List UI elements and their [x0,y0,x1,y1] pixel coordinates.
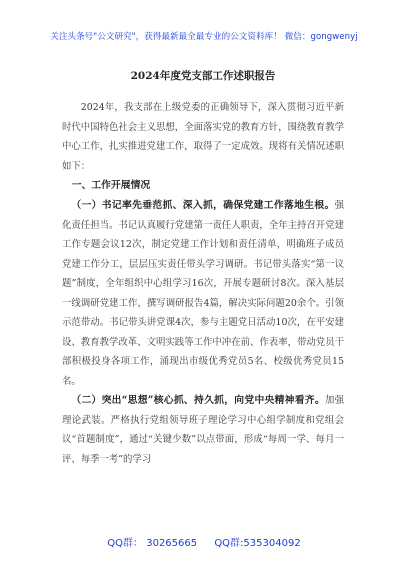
subsection-2 [62,391,344,469]
qq-group-1: QQ群： 30265665 [107,538,198,549]
section-heading-work: 一、工作开展情况 [71,180,151,191]
document-title: 2024年度党支部工作述职报告 [130,70,276,82]
subsection-2-text: 加强理论武装。严格执行党组领导班子理论学习中心组学制度和党组会议“首题制度”，通过“关键少数”以点带面，形成“每周一学、每月一评、每季一考”的学习 [62,395,344,465]
intro-paragraph: 2024年，我支部在上级党委的正确领导下，深入贯彻习近平新时代中国特色社会主义思想，全面落实党的教育方针，围绕教育教学中心工作，扎实推进党建工作，取得了一定成效。现将有关情况述职如下： [62,102,344,172]
subsection-1-heading: （一）书记率先垂范抓、深入抓，确保党建工作落地生根。 [71,200,335,211]
subsection-2-heading: （二）突出“思想”核心抓、持久抓，向党中央精神看齐。 [71,395,325,406]
promo-banner-bottom [0,534,408,549]
subsection-1 [62,196,344,391]
document-body [62,68,344,469]
promo-banner-top: 关注头条号"公文研究"，获得最新最全最专业的公文资料库！ 微信：gongwenyj [50,32,358,42]
subsection-1-text: 强化责任担当。书记认真履行党建第一责任人职责，全年主持召开党建工作专题会议12次，制定党建工作计划和责任清单，明确班子成员党建工作分工，层层压实责任带头学习调研。书记带头落实“第一议题”制度，全年组织中心组学习16次，开展专题研讨8次。深入基层一线调研党建工作，撰写调研报告4篇，解决实际问题20余个。引领示范带动。书记带头讲党课4次，参与主题党日活动10次，在平安建设、教育教学改革、文明实践等工作中冲在前、作表率，带动党员干部积极投身各项工作，涌现出市级优秀党员5名、校级优秀党员15名。 [62,200,344,387]
qq-group-2: QQ群:535304092 [214,538,301,549]
